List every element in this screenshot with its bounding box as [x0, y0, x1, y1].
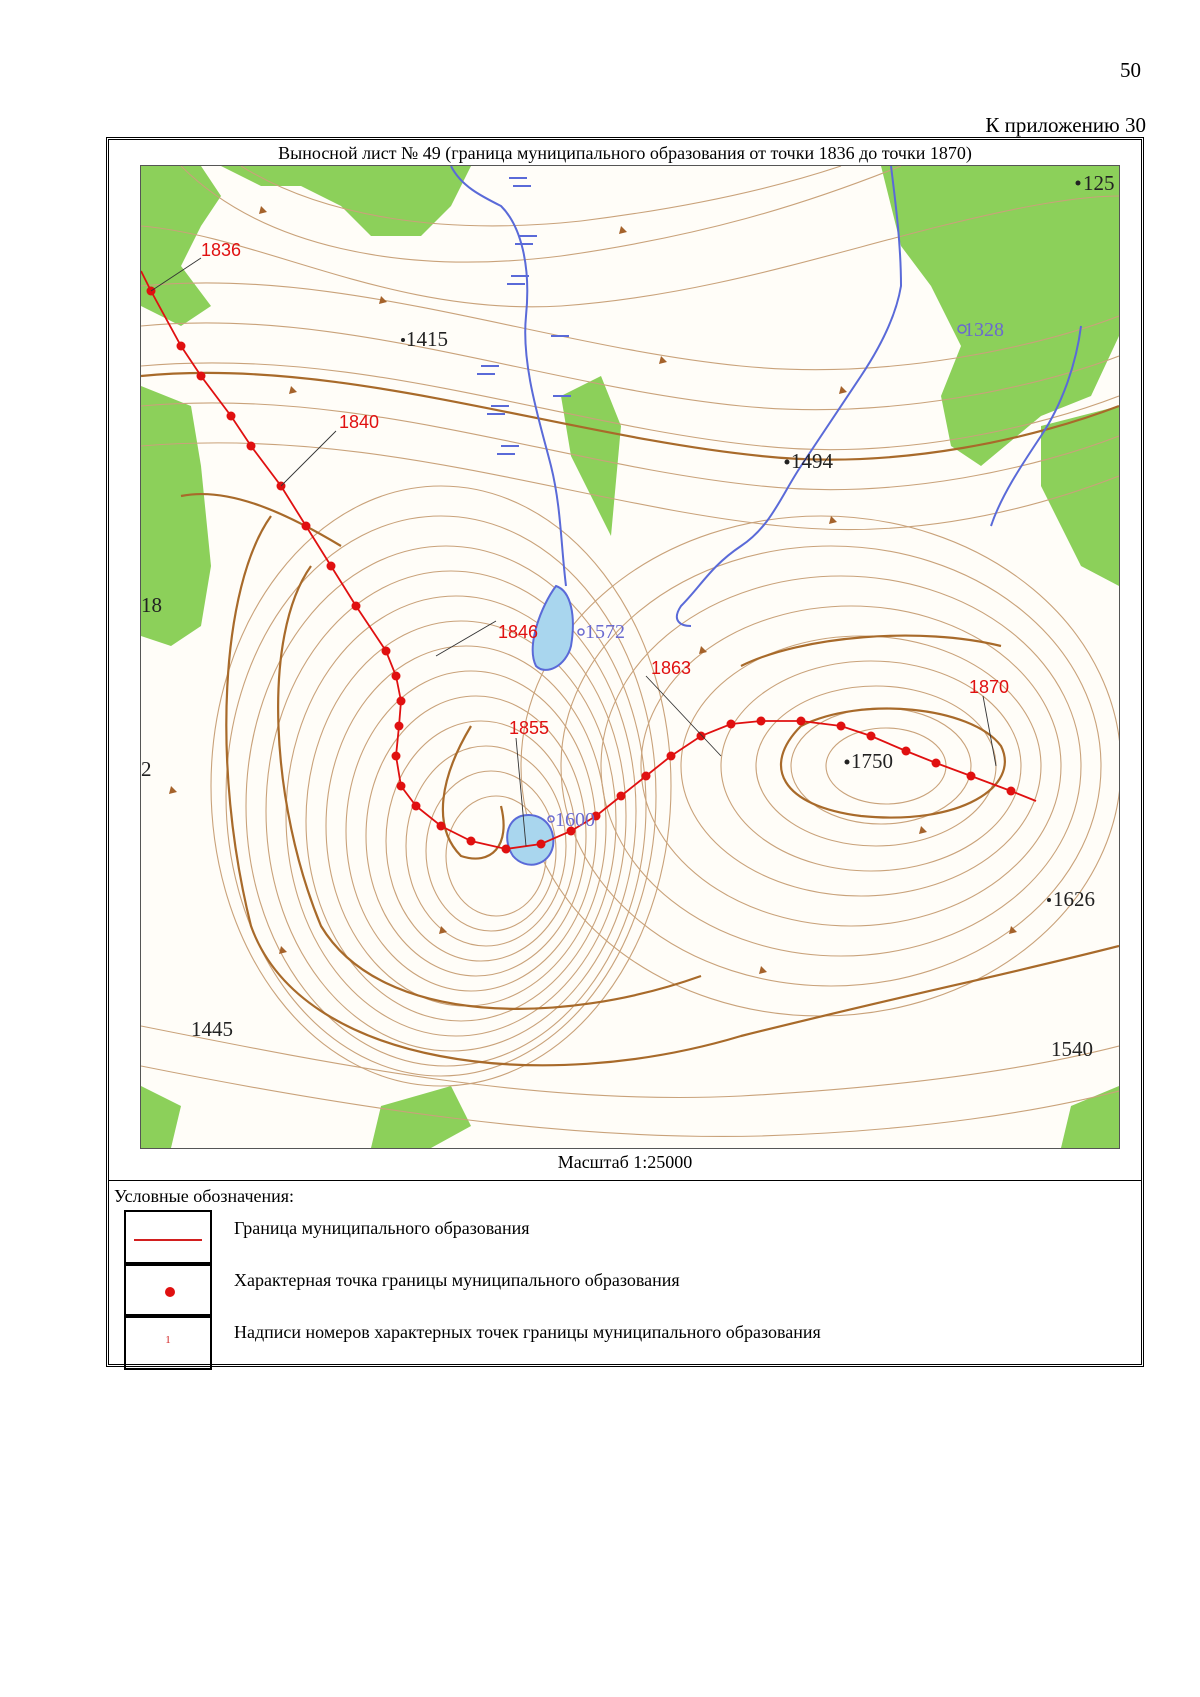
legend-text: Характерная точка границы муниципального образования — [234, 1270, 680, 1290]
water-elevation-label: 1328 — [964, 319, 1004, 341]
annex-caption: К приложению 30 — [985, 113, 1146, 137]
legend-item-boundary — [124, 1210, 1124, 1268]
elevation-label: 1626 — [1053, 887, 1095, 911]
page-number: 50 — [1120, 58, 1141, 82]
legend-divider — [108, 1180, 1142, 1181]
legend-symbol-red-number — [124, 1314, 212, 1370]
point-label-1855: 1855 — [509, 718, 550, 738]
water-elevation-label: 1600 — [555, 809, 595, 831]
elevation-label: 2 — [141, 757, 152, 781]
municipal-boundary-line — [141, 271, 1036, 849]
point-label-1846: 1846 — [498, 622, 539, 642]
map-canvas — [141, 166, 1119, 1148]
elevation-label: 1415 — [406, 327, 448, 351]
map-scale: Масштаб 1:25000 — [557, 1152, 693, 1172]
legend-text: Надписи номеров характерных точек границы муниципального образования — [234, 1322, 821, 1342]
point-label-1870: 1870 — [969, 677, 1010, 697]
topographic-map[interactable] — [140, 165, 1120, 1149]
legend-sample-number: 1 — [165, 1334, 171, 1346]
elevation-label: 18 — [141, 593, 162, 617]
legend-symbol-red-line — [124, 1210, 212, 1266]
legend-item-label — [124, 1314, 1124, 1372]
point-label-1863: 1863 — [651, 658, 692, 678]
elevation-label: 1540 — [1051, 1037, 1093, 1061]
water-elevation-label: 1572 — [585, 621, 625, 643]
forest-areas — [141, 166, 1119, 1148]
elevation-label: 125 — [1083, 171, 1115, 195]
elevation-label: 1750 — [851, 749, 893, 773]
elevation-label: 1494 — [791, 449, 833, 473]
point-label-1836: 1836 — [201, 240, 242, 260]
legend-text: Граница муниципального образования — [234, 1218, 530, 1238]
sheet-title: Выносной лист № 49 (граница муниципального образования от точки 1836 до точки 1870) — [278, 143, 972, 163]
elevation-label: 1445 — [191, 1017, 233, 1041]
marsh-symbols — [477, 178, 571, 454]
legend-item-point — [124, 1262, 1124, 1320]
legend-symbol-red-dot — [124, 1262, 212, 1318]
legend-title: Условные обозначения: — [114, 1186, 295, 1206]
point-label-1840: 1840 — [339, 412, 380, 432]
